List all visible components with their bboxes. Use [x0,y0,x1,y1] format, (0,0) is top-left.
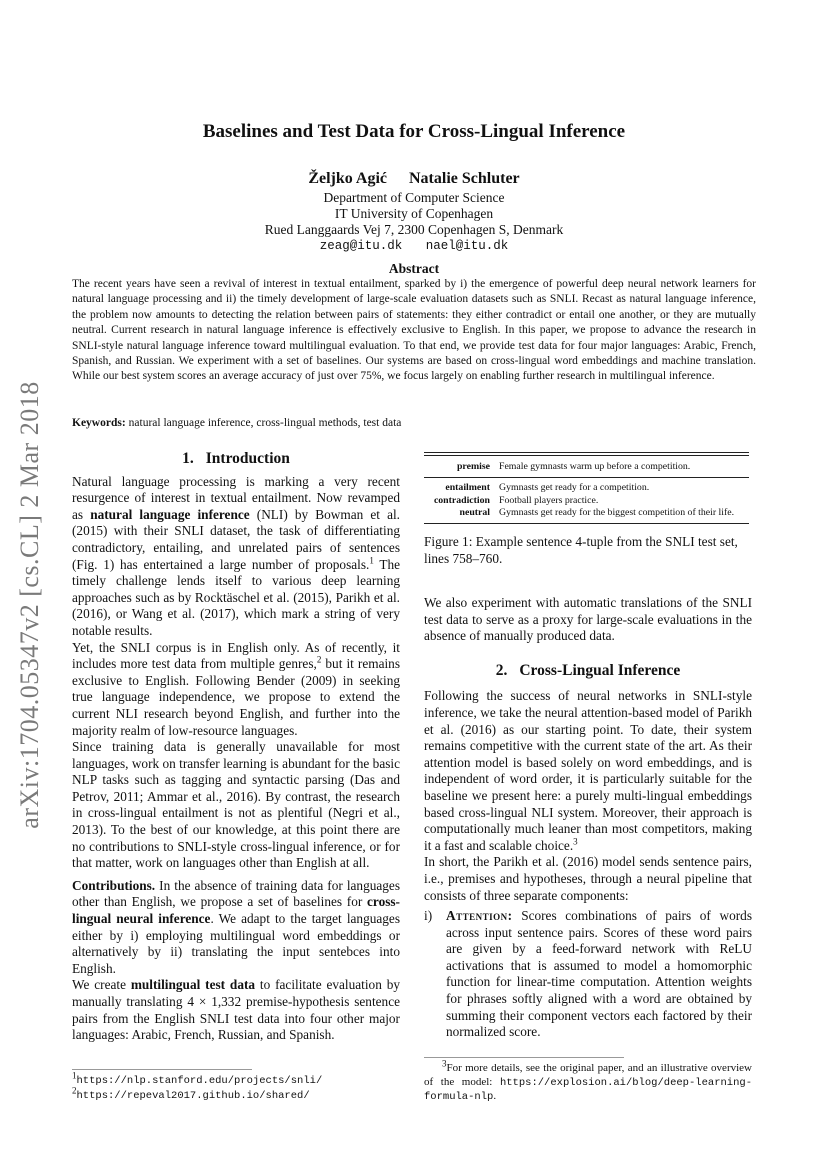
attention-label: Attention: [446,908,513,924]
figure-bottom-rule [424,523,749,524]
footnote-2: $^2$https://repeval2017.github.io/shared/ [72,1084,310,1102]
section-2-number: 2. [495,661,508,679]
section-2-paragraph-2: In short, the Parikh et al. (2016) model sends sentence pairs, i.e., premises and hypotheses, through a neural pipeline that consists of three separate components: [424,854,752,903]
footnote-3: $^3$For more details, see the original paper, and an illustrative overview of the model: https://explosion.ai/blog/deep-learning-formula-nlp. [424,1058,752,1103]
footnote-1: $^1$https://nlp.stanford.edu/projects/snli/ [72,1070,323,1087]
footnote-ref-1[interactable]: 1 [369,555,374,566]
figure-1-caption: Figure 1: Example sentence 4-tuple from the SNLI test set, lines 758–760. [424,534,738,566]
section-2-heading [424,663,752,680]
footnote-rule [424,1057,624,1058]
authors [0,170,828,188]
emails [0,239,828,253]
keywords-text: natural language inference, cross-lingual methods, test data [128,417,402,429]
translation-paragraph: We also experiment with automatic translations of the SNLI test data to serve as a proxy for large-scale evaluations in the absence of manually produced data. [424,595,752,644]
intro-paragraph-2: Yet, the SNLI corpus is in English only. As of recently, it includes more test data from multiple genres,$^2$ but it remains exclusive to English. Following Bender (2009) in seeking true language independence, we propose to extend the current NLI research beyond English, and further into the majority realm of low-resource languages. [72,639,400,738]
footnote-1-url[interactable]: https://nlp.stanford.edu/projects/snli/ [76,1075,323,1087]
footnote-2-url[interactable]: https://repeval2017.github.io/shared/ [76,1089,310,1102]
left-footnotes [72,1069,322,1103]
affiliation-university: IT University of Copenhagen [334,206,494,221]
footnote-ref-3[interactable]: 3 [573,836,578,847]
figure-1 [424,452,749,524]
contributions-heading: Contributions. [72,877,156,893]
section-2-title: Cross-Lingual Inference [519,661,681,679]
right-footnotes [424,1057,752,1105]
section-1-number: 1. [182,450,194,467]
right-column [424,595,752,1041]
abstract-text: The recent years have seen a revival of interest in textual entailment, sparked by i) the emergence of powerful deep neural network learners for natural language processing and ii) the timely development of large-scale evaluation datasets such as SNLI. Recast as natural language inference, the problem now amounts to detecting the relation between pairs of statements: they either contradict or entail one another, or they are mutually neutral. Current research in natural language inference is effectively exclusive to English. In this paper, we propose to advance the research in SNLI-style natural language inference toward multilingual evaluation. To that end, we provide test data for four major languages: Arabic, French, Spanish, and Russian. We experiment with a set of baselines. Our systems are based on cross-lingual word embeddings and machine translation. While our best system scores an average accuracy of just over 75%, we focus largely on enabling further research in multilingual inference. [72,278,756,383]
affiliation-department: Department of Computer Science [323,190,505,205]
figure-1-table [424,456,749,520]
affiliation-address: Rued Langgaards Vej 7, 2300 Copenhagen S, Denmark [264,222,564,237]
arxiv-sidebar [4,370,56,840]
figure-row-premise: premise Female gymnasts warm up before a competition. [456,461,691,472]
section-2-paragraph-1: Following the success of neural networks in SNLI-style inference, we take the neural attention-based model of Parikh et al. (2016) as our starting point. To date, their system remains competitive with the current state of the art. As their attention model is based solely on word embeddings, and is independent of word order, it is particularly suitable for the baseline we present here: a purely multi-lingual embeddings based cross-lingual NLI system. Moreover, their approach is computationally much leaner than most competitors, making it a fast and scalable choice.$^3$ [424,688,752,853]
section-1-title: Introduction [205,450,290,467]
list-marker: i) [424,908,433,924]
author-schluter: Natalie Schluter [409,170,520,187]
intro-paragraph-1: Natural language processing is marking a very recent resurgence of interest in textual entailment. Now revamped as natural language inference (NLI) by Bowman et al. (2015) with their SNLI dataset, the task of differentiating contradictory, entailing, and unrelated pairs of sentences (Fig. 1) has entertained a large number of proposals.$^1$ The timely challenge lends itself to various deep learning approaches such as by Rocktäschel et al. (2015), Parikh et al. (2016), or Wang et al. (2017), which mark a string of very notable results. [72,473,401,638]
footnote-ref-2[interactable]: 2 [316,654,322,665]
figure-row-entailment: entailment Gymnasts get ready for a competition. [424,478,749,495]
email-schluter[interactable]: nael@itu.dk [425,239,509,253]
figure-row-neutral: neutral Gymnasts get ready for the biggest competition of their life. [459,507,735,519]
left-column [72,451,400,1044]
figure-row-contradiction: contradiction Football players practice. [433,494,599,506]
test-data-paragraph: We create multilingual test data to facilitate evaluation by manually translating 4 × 1,332 premise-hypothesis sentence pairs from the English SNLI test data into four other major languages: Arabic, French, Russian, and Spanish. [72,977,400,1043]
keywords-label: Keywords: [72,417,126,429]
abstract-heading: Abstract [388,261,440,276]
author-agic: Željko Agić [308,170,387,187]
list-item-attention: i) Attention: Scores combinations of pairs of words across input sentence pairs. Scores of these word pairs are given by a feed-forward network with ReLU activations that is assumed to model a homomorphic function for linear-time computation. Attention weights for phrases softly aligned with a word are obtained by summing their component vectors each factored by their normalized score. [424,908,752,1040]
footnote-rule [72,1069,252,1070]
paper-title: Baselines and Test Data for Cross-Lingual Inference [202,121,626,142]
intro-paragraph-3: Since training data is generally unavailable for most languages, work on transfer learning is abundant for the basic NLP tasks such as tagging and syntactic parsing (Das and Petrov, 2011; Ammar et al., 2016). By contrast, the research in cross-lingual entailment is not as plentiful (Negri et al., 2013). To the best of our knowledge, at this point there are no contributions to SNLI-style cross-lingual inference, or for that matter, work on languages other than English at all. [72,739,400,871]
email-agic[interactable]: zeag@itu.dk [319,239,403,253]
footnote-3-url[interactable]: https://explosion.ai/blog/deep-learning-formula-nlp [424,1076,752,1103]
section-1-heading [72,451,400,468]
arxiv-identifier: arXiv:1704.05347v2 [cs.CL] 2 Mar 2018 [15,381,44,829]
contributions-paragraph: Contributions. In the absence of training data for languages other than English, we propose a set of baselines for cross-lingual neural inference. We adapt to the target languages either by i) employing multilingual word embeddings or alternatively by ii) translating the input sentebces into English. [72,877,400,976]
keywords [72,417,756,429]
